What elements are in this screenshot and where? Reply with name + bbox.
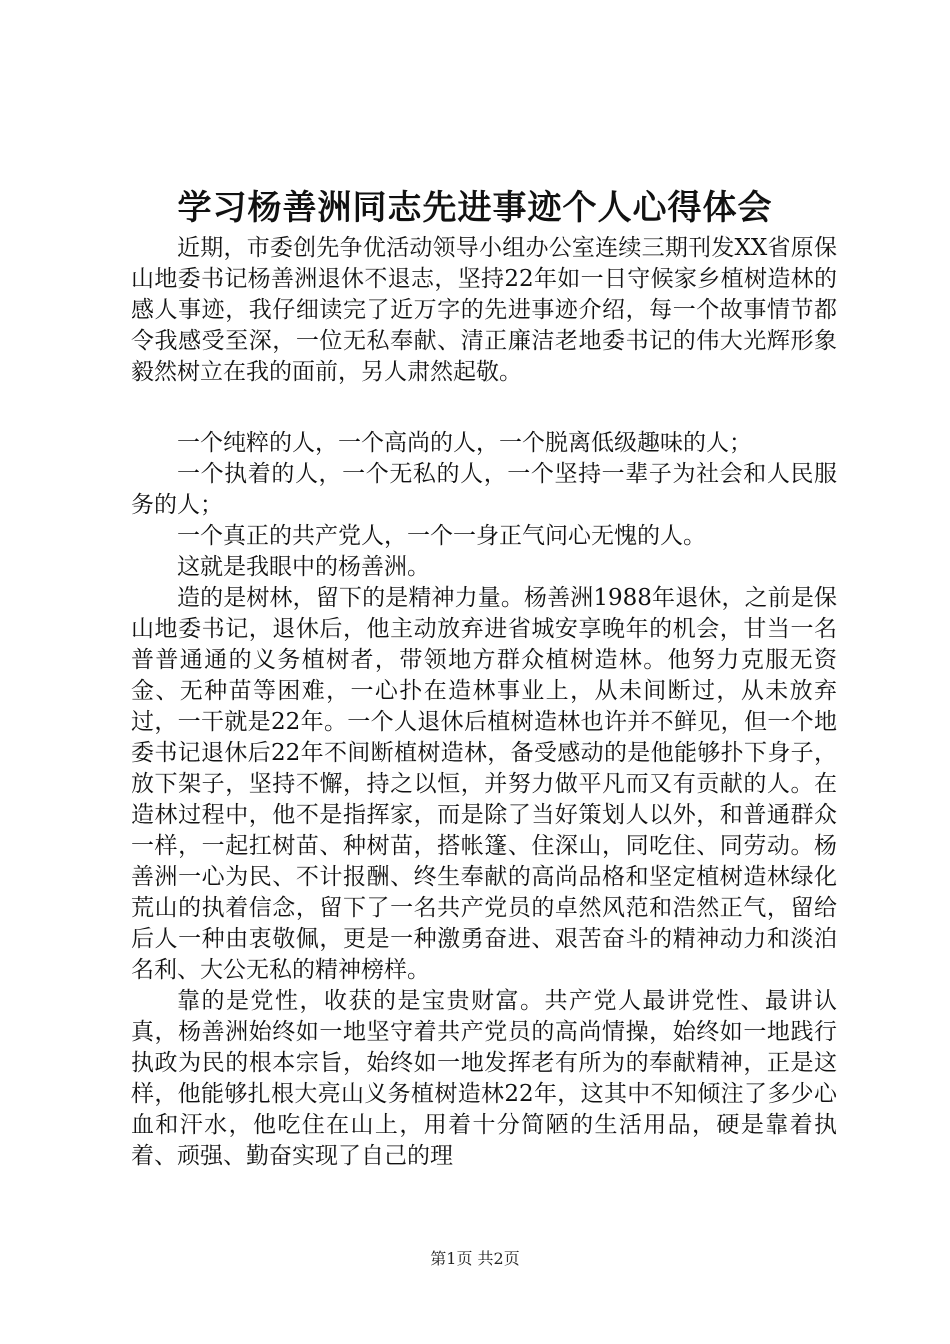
- document-title: 学习杨善洲同志先进事迹个人心得体会: [177, 188, 773, 228]
- page-footer: 第1页 共2页: [430, 1249, 520, 1268]
- paragraph-persistent-person: 一个执着的人，一个无私的人，一个坚持一辈子为社会和人民服务的人；: [131, 461, 837, 518]
- document-body: [131, 233, 837, 1172]
- paragraph-pure-person: 一个纯粹的人，一个高尚的人，一个脱离低级趣味的人；: [177, 430, 752, 456]
- paragraph-true-communist: 一个真正的共产党人，一个一身正气问心无愧的人。: [177, 523, 706, 549]
- paragraph-forest-spirit: 造的是树林，留下的是精神力量。杨善洲1988年退休，之前是保山地委书记，退休后，他主动放弃进省城安享晚年的机会，甘当一名普普通通的义务植树者，带领地方群众植树造林。他努力克服无资金、无种苗等困难，一心扑在造林事业上，从未间断过，从未放弃过，一干就是22年。一个人退休后植树造林也许并不鲜见，但一个地委书记退休后22年不间断植树造林，备受感动的是他能够扑下身子，放下架子，坚持不懈，持之以恒，并努力做平凡而又有贡献的人。在造林过程中，他不是指挥家，而是除了当好策划人以外，和普通群众一样，一起扛树苗、种树苗，搭帐篷、住深山，同吃住、同劳动。杨善洲一心为民、不计报酬、终生奉献的高尚品格和坚定植树造林绿化荒山的执着信念，留下了一名共产党员的卓然风范和浩然正气，留给后人一种由衷敬佩，更是一种激勇奋进、艰苦奋斗的精神动力和淡泊名利、大公无私的精神榜样。: [131, 585, 837, 983]
- paragraph-intro: 近期，市委创先争优活动领导小组办公室连续三期刊发XX省原保山地委书记杨善洲退休不退志，坚持22年如一日守候家乡植树造林的感人事迹，我仔细读完了近万字的先进事迹介绍，每一个故事情节都令我感受至深，一位无私奉献、清正廉洁老地委书记的伟大光辉形象毅然树立在我的面前，另人肃然起敬。: [131, 235, 837, 385]
- paragraph-in-my-eyes: 这就是我眼中的杨善洲。: [177, 554, 430, 580]
- paragraph-party-spirit: 靠的是党性，收获的是宝贵财富。共产党人最讲党性、最讲认真，杨善洲始终如一地坚守着共产党员的高尚情操，始终如一地践行执政为民的根本宗旨，始终如一地发挥老有所为的奉献精神，正是这样，他能够扎根大亮山义务植树造林22年，这其中不知倾注了多少心血和汗水，他吃住在山上，用着十分简陋的生活用品，硬是靠着执着、顽强、勤奋实现了自己的理: [131, 988, 837, 1169]
